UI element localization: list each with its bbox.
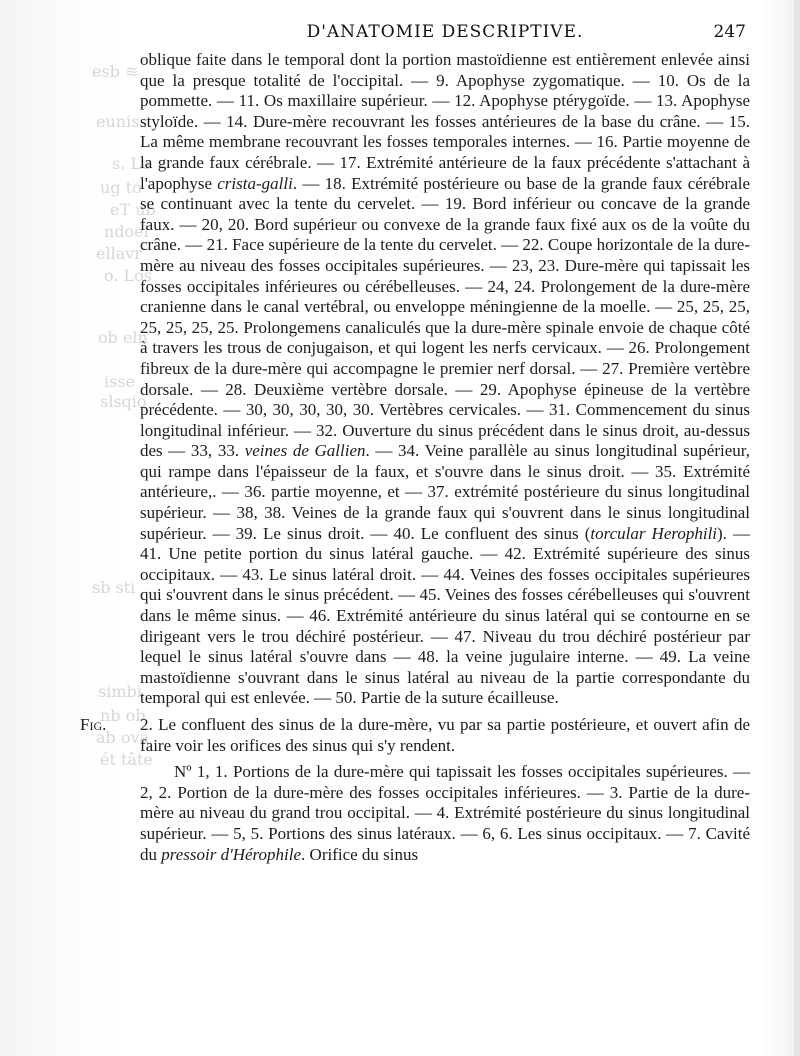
running-header: [140, 22, 750, 48]
legend-text-3: . — 34. Veine parallèle au sinus longitudinal supérieur, qui rampe dans l'épaisseur de la faux, et s'ouvre dans le sinus droit. — 35. Extrémité antérieure,. — 36. partie moyenne, et — 37. extrémité postérieure du sinus longitudinal supérieur. — 38, 38. Veines de la grande faux qui s'ouvrent dans le sinus longitudinal supérieur. — 39. Le sinus droit. — 40. Le confluent des sinus (: [140, 441, 750, 543]
legend-italic-torcular: torcular Herophili: [590, 523, 718, 543]
bleed-through-margin: esb ≋ eunis s. La ug to eT ub ndoel ellavr o. Los ob eln isse slsqio sb sti simbi nb ob ab ova ét tâte: [92, 62, 156, 769]
figure-legend-paragraph: [140, 50, 750, 709]
legend-text-2: . — 18. Extrémité postérieure ou base de la grande faux cérébrale se continuant avec la tente du cervelet. — 19. Bord inférieur ou concave de la grande faux. — 20, 20. Bord supérieur ou convexe de la grande faux fixé aux os de la voûte du crâne. — 21. Face supérieure de la tente du cervelet. — 22. Coupe horizontale de la dure-mère au niveau des fosses occipitales supérieures. — 23, 23. Dure-mère qui tapissait les fosses occipitales inférieures ou cérébelleuses. — 24, 24. Prolongement de la dure-mère cranienne dans le canal vertébral, ou enveloppe méningienne de la moelle. — 25, 25, 25, 25, 25, 25, 25. Prolongemens canaliculés que la dure-mère spinale envoie de chaque côté à travers les trous de conjugaison, et qui logent les nerfs cervicaux. — 26. Prolongement fibreux de la dure-mère qui accompagne le premier nerf dorsal. — 27. Première vertèbre dorsale. — 28. Deuxième vertèbre dorsale. — 29. Apophyse épineuse de la vertèbre précédente. — 30, 30, 30, 30, 30. Vertèbres cervicales. — 31. Commencement du sinus longitudinal inférieur. — 32. Ouverture du sinus précédent dans le sinus droit, au-dessus des — 33, 33.: [140, 173, 750, 461]
legend-italic-crista-galli: crista-galli: [217, 173, 293, 193]
legend-text-1: oblique faite dans le temporal dont la portion mastoïdienne est entièrement enlevée ainsi que la presque totalité de l'occipital. — 9. Apophyse zygomatique. — 10. Os de la pommette. — 11. Os maxillaire supérieur. — 12. Apophyse ptérygoïde. — 13. Apophyse styloïde. — 14. Dure-mère recouvrant les fosses antérieures de la base du crâne. — 15. La même membrane recouvrant les fosses temporales internes. — 16. Partie moyenne de la grande faux cérébrale. — 17. Extrémité antérieure de la faux précédente s'attachant à l'apophyse: [140, 50, 750, 193]
legend-text-4: ). — 41. Une petite portion du sinus latéral gauche. — 42. Extrémité supérieure des sinus occipitaux. — 43. Le sinus latéral droit. — 44. Veines des fosses occipitales supérieures qui s'ouvrent dans le sinus précédent. — 45. Veines des fosses cérébelleuses qui s'ouvrent dans le même sinus. — 46. Extrémité antérieure du sinus latéral qui se contourne en se dirigeant vers le trou déchiré postérieur. — 47. Niveau du trou déchiré postérieur par lequel le sinus latéral s'ouvre dans — 48. la veine jugulaire interne. — 49. La veine mastoïdienne s'ouvrant dans le sinus latéral au niveau de la partie correspondante du temporal qui est enlevée. — 50. Partie de la suture écailleuse.: [140, 523, 750, 708]
legend-italic-veines-gallien: veines de Gallien: [244, 441, 366, 461]
page-edge-shadow: [794, 0, 800, 1056]
items-text-1: Nº 1, 1. Portions de la dure-mère qui tapissait les fosses occipitales supérieures. — 2, 2. Portion de la dure-mère des fosses occipitales inférieures. — 3. Partie de la dure-mère au niveau du grand trou occipital. — 4. Extrémité postérieure du sinus longitudinal supérieur. — 5, 5. Portions des sinus latéraux. — 6, 6. Les sinus occipitaux. — 7. Cavité du: [140, 762, 750, 864]
page-number: 247: [713, 22, 746, 42]
running-title: D'ANATOMIE DESCRIPTIVE.: [306, 22, 584, 42]
figure-label: Fig.: [80, 715, 107, 734]
figure-items-paragraph: [140, 762, 750, 865]
items-text-2: . Orifice du sinus: [301, 844, 419, 864]
figure-caption-paragraph: [80, 715, 750, 756]
figure-caption: 2. Le confluent des sinus de la dure-mère, vu par sa partie postérieure, et ouvert afin de faire voir les orifices des sinus qui s'y rendent.: [140, 715, 750, 755]
items-italic-pressoir: pressoir d'Hérophile: [161, 844, 302, 864]
